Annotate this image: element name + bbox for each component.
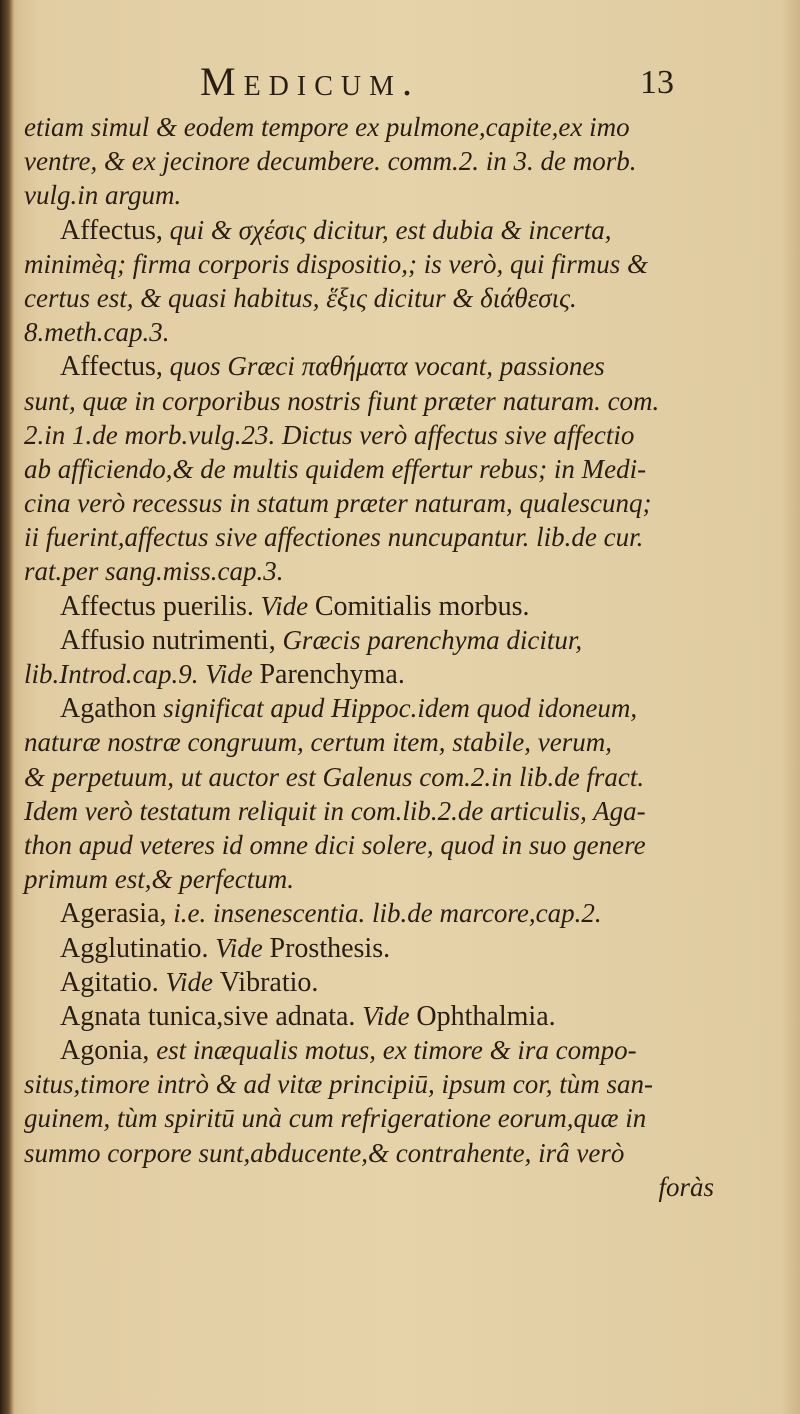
text-line — [24, 247, 764, 281]
text-line — [24, 862, 764, 896]
text-line — [24, 965, 764, 999]
headword: Agerasia, — [60, 898, 167, 930]
headword: Affectus, — [60, 214, 163, 246]
headword: Agonia, — [60, 1035, 150, 1067]
text-line — [24, 999, 764, 1033]
headword: Prosthesis. — [269, 932, 391, 964]
italic-text: certus est, & quasi habitus, ἕξις dicitur & διάθεσις. — [24, 282, 577, 313]
italic-text: lib.Introd.cap.9. Vide — [24, 659, 260, 689]
italic-text: Vide — [158, 966, 220, 997]
text-line — [24, 1067, 764, 1101]
text-line — [24, 1033, 764, 1067]
headword: Agglutinatio. — [60, 932, 209, 964]
book-spine-shadow — [0, 0, 14, 1414]
italic-text: Vide — [253, 590, 315, 621]
headword: Agnata tunica,sive adnata. — [60, 1000, 356, 1032]
text-line — [24, 1170, 764, 1204]
text-line — [24, 384, 764, 418]
italic-text: rat.per sang.miss.cap.3. — [24, 556, 284, 587]
italic-text: cina verò recessus in statum præter naturam, qualescunq; — [24, 488, 652, 519]
headword: Affusio nutrimenti, — [60, 624, 276, 656]
text-line — [24, 896, 764, 930]
body-text — [24, 110, 764, 1204]
italic-text: naturæ nostræ congruum, certum item, stabile, verum, — [24, 727, 612, 758]
page-header — [200, 58, 720, 108]
headword: Agitatio. — [60, 966, 159, 998]
text-line — [24, 828, 764, 862]
italic-text: 2.in 1.de morb.vulg.23. Dictus verò affectus sive affectio — [24, 419, 635, 450]
text-line — [24, 315, 764, 349]
headword: Agathon — [60, 693, 157, 725]
text-line — [24, 794, 764, 828]
italic-text: est inæqualis motus, ex timore & ira compo- — [149, 1035, 637, 1066]
text-line — [24, 623, 764, 657]
italic-text: summo corpore sunt,abducente,& contrahente, irâ verò — [24, 1137, 625, 1168]
italic-text: significat apud Hippoc.idem quod idoneum, — [156, 693, 638, 724]
text-line — [24, 589, 764, 623]
italic-text: guinem, tùm spiritū unà cum refrigeratione eorum,quæ in — [24, 1103, 647, 1134]
italic-text: ab afficiendo,& de multis quidem effertur rebus; in Medi- — [24, 453, 647, 484]
headword: Comitialis morbus. — [314, 590, 530, 622]
text-line — [24, 452, 764, 486]
text-line — [24, 418, 764, 452]
italic-text: 8.meth.cap.3. — [24, 317, 170, 348]
italic-text: & perpetuum, ut auctor est Galenus com.2.in lib.de fract. — [24, 761, 645, 792]
italic-text: thon apud veteres id omne dici solere, quod in suo genere — [24, 829, 646, 860]
text-line — [24, 1101, 764, 1135]
text-line — [24, 1136, 764, 1170]
page-number: 13 — [640, 64, 674, 101]
italic-text: sunt, quæ in corporibus nostris fiunt præter naturam. com. — [24, 385, 660, 416]
italic-text: ventre, & ex jecinore decumbere. comm.2. in 3. de morb. — [24, 146, 637, 177]
text-line — [24, 349, 764, 383]
italic-text: i.e. insenescentia. lib.de marcore,cap.2. — [166, 898, 602, 929]
running-head: Medicum. — [200, 59, 421, 104]
headword: Affectus puerilis. — [60, 590, 254, 622]
text-line — [24, 691, 764, 725]
italic-text: Vide — [208, 932, 270, 963]
text-line — [24, 554, 764, 588]
text-line — [24, 144, 764, 178]
italic-text: foràs — [658, 1171, 714, 1202]
italic-text: situs,timore intrò & ad vitæ principiū, ipsum cor, tùm san- — [24, 1069, 654, 1100]
text-line — [24, 110, 764, 144]
text-line — [24, 760, 764, 794]
text-line — [24, 657, 764, 691]
text-line — [24, 931, 764, 965]
text-line — [24, 213, 764, 247]
italic-text: etiam simul & eodem tempore ex pulmone,capite,ex imo — [24, 112, 630, 142]
italic-text: qui & σχέσις dicitur, est dubia & incerta, — [162, 214, 612, 245]
text-line — [24, 520, 764, 554]
headword: Vibratio. — [219, 966, 319, 998]
text-line — [24, 178, 764, 212]
text-line — [24, 725, 764, 759]
italic-text: minimèq; firma corporis dispositio,; is verò, qui firmus & — [24, 248, 649, 279]
headword: Affectus, — [60, 351, 163, 383]
italic-text: Græcis parenchyma dicitur, — [275, 624, 583, 655]
italic-text: Vide — [355, 1000, 417, 1031]
headword: Ophthalmia. — [416, 1000, 556, 1032]
italic-text: Idem verò testatum reliquit in com.lib.2.de articulis, Aga- — [24, 795, 646, 826]
italic-text: quos Græci παθήματα vocant, passiones — [162, 351, 605, 382]
text-line — [24, 486, 764, 520]
italic-text: vulg.in argum. — [24, 180, 182, 211]
italic-text: primum est,& perfectum. — [24, 864, 294, 895]
italic-text: ii fuerint,affectus sive affectiones nuncupantur. lib.de cur. — [24, 522, 644, 553]
headword: Parenchyma. — [259, 659, 405, 690]
text-line — [24, 281, 764, 315]
